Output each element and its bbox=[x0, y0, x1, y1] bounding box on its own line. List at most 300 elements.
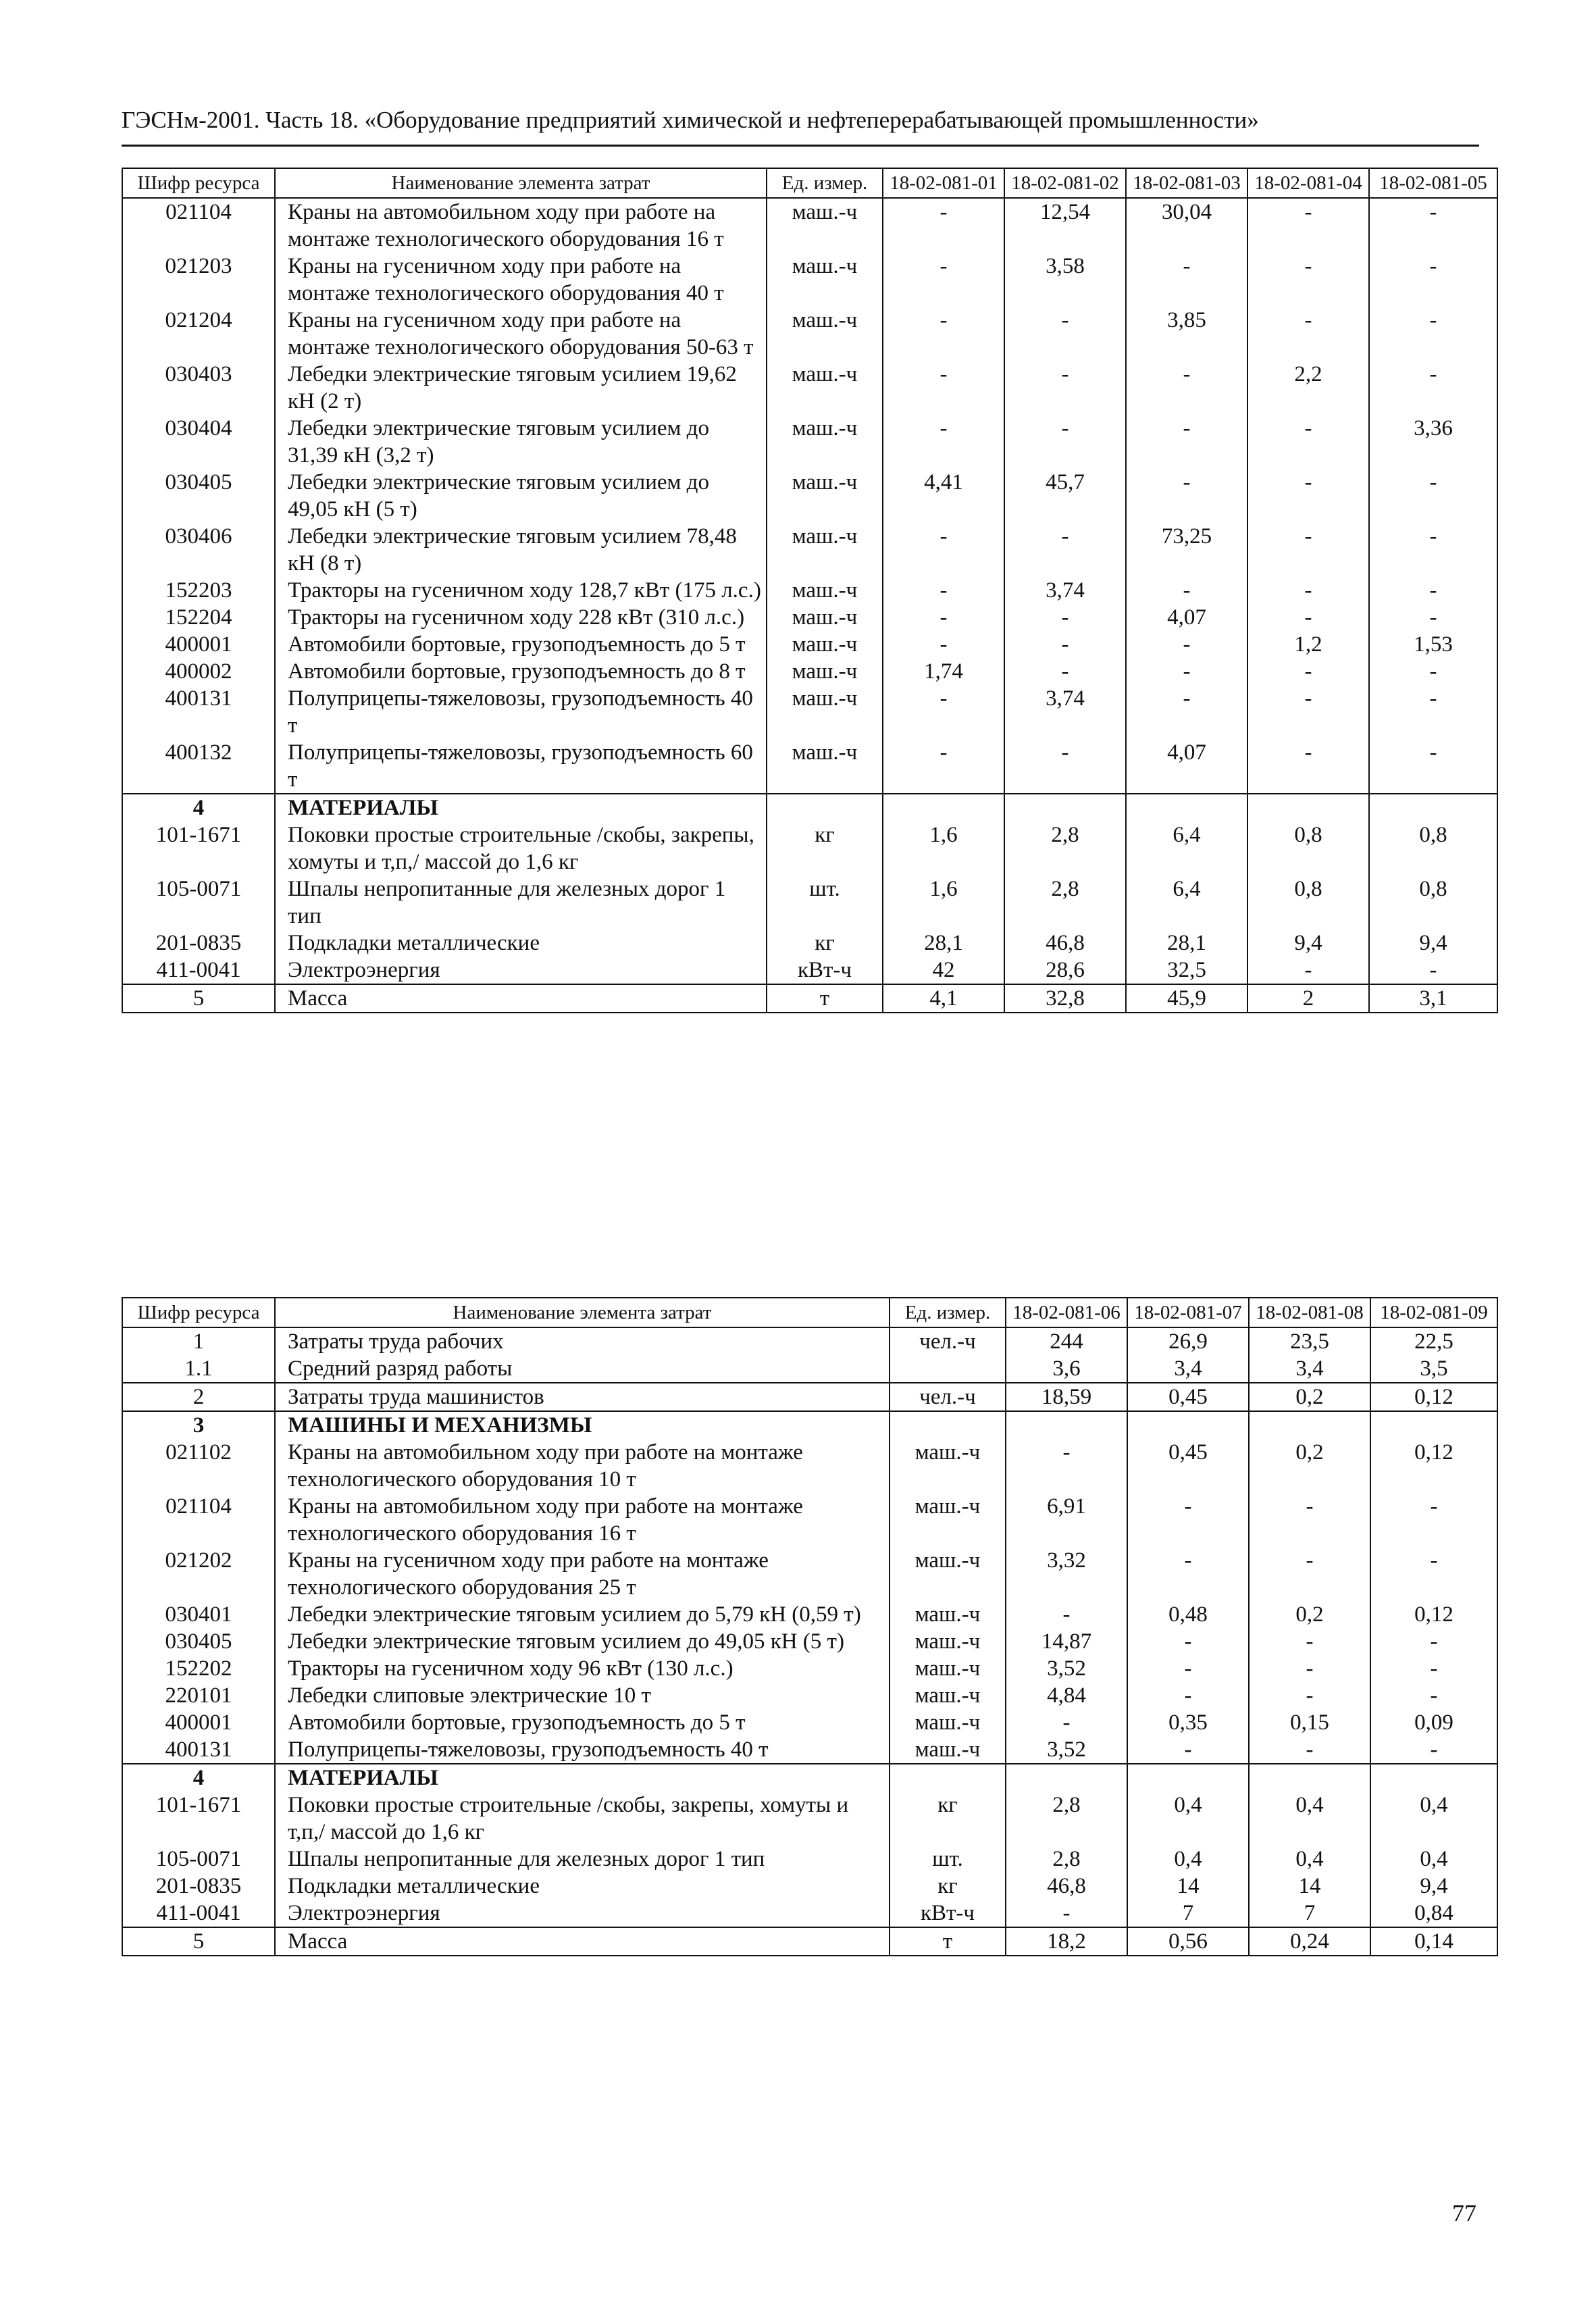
resource-value: - bbox=[1006, 1439, 1127, 1493]
resource-unit: маш.-ч bbox=[890, 1628, 1006, 1655]
resource-name: Полуприцепы-тяжеловозы, грузоподъемность 60 т bbox=[275, 739, 767, 794]
resource-code: 400001 bbox=[122, 1709, 275, 1736]
resource-value: - bbox=[1369, 685, 1497, 739]
resource-code: 021102 bbox=[122, 1439, 275, 1493]
resource-value bbox=[1249, 1411, 1370, 1439]
resource-code: 021202 bbox=[122, 1547, 275, 1601]
resource-value bbox=[1006, 1411, 1127, 1439]
table-row bbox=[122, 1355, 1497, 1383]
resource-value: - bbox=[1249, 1736, 1370, 1764]
resource-value: - bbox=[1370, 1655, 1497, 1682]
resource-unit: маш.-ч bbox=[767, 198, 883, 253]
resource-unit: маш.-ч bbox=[767, 361, 883, 415]
table-row bbox=[122, 1439, 1497, 1493]
resource-value: 46,8 bbox=[1004, 930, 1126, 957]
resource-unit: маш.-ч bbox=[890, 1547, 1006, 1601]
resource-name: Тракторы на гусеничном ходу 228 кВт (310 л.с.) bbox=[275, 604, 767, 631]
resource-unit: маш.-ч bbox=[767, 604, 883, 631]
resource-code: 152202 bbox=[122, 1655, 275, 1682]
table-row bbox=[122, 1873, 1497, 1900]
table-row bbox=[122, 1601, 1497, 1628]
resource-code: 030406 bbox=[122, 523, 275, 577]
resource-unit: шт. bbox=[890, 1846, 1006, 1873]
resource-name: Масса bbox=[275, 984, 767, 1013]
resource-code: 400002 bbox=[122, 658, 275, 685]
resource-unit: маш.-ч bbox=[767, 577, 883, 604]
resource-name: Краны на автомобильном ходу при работе на монтаже технологического оборудования 16 т bbox=[275, 1493, 890, 1547]
resource-value: 6,4 bbox=[1126, 875, 1247, 930]
col-head-c3: 18-02-081-03 bbox=[1126, 168, 1247, 198]
resource-code: 400132 bbox=[122, 739, 275, 794]
resource-value bbox=[1369, 794, 1497, 821]
resource-unit: маш.-ч bbox=[890, 1682, 1006, 1709]
col-head-name: Наименование элемента затрат bbox=[275, 168, 767, 198]
resource-value: 3,32 bbox=[1006, 1547, 1127, 1601]
resource-code: 3 bbox=[122, 1411, 275, 1439]
resource-value bbox=[1249, 1764, 1370, 1791]
resource-value: 0,4 bbox=[1249, 1791, 1370, 1846]
resource-value: 3,4 bbox=[1127, 1355, 1249, 1383]
resource-value: 7 bbox=[1249, 1900, 1370, 1927]
resource-value: 3,5 bbox=[1370, 1355, 1497, 1383]
resource-value: - bbox=[883, 307, 1004, 361]
resource-value: 3,52 bbox=[1006, 1736, 1127, 1764]
table-row bbox=[122, 658, 1497, 685]
resource-value: - bbox=[1004, 631, 1126, 658]
resource-value: 0,2 bbox=[1249, 1439, 1370, 1493]
resource-unit: маш.-ч bbox=[890, 1655, 1006, 1682]
table-row bbox=[122, 794, 1497, 821]
resource-code: 030405 bbox=[122, 1628, 275, 1655]
resource-value: - bbox=[883, 361, 1004, 415]
resource-unit: кг bbox=[767, 930, 883, 957]
resource-value: - bbox=[1369, 658, 1497, 685]
resource-value: - bbox=[883, 685, 1004, 739]
resource-value: - bbox=[1126, 577, 1247, 604]
resource-value bbox=[1127, 1764, 1249, 1791]
resource-unit: кВт-ч bbox=[890, 1900, 1006, 1927]
resource-value: 1,53 bbox=[1369, 631, 1497, 658]
col-head-code: Шифр ресурса bbox=[122, 1298, 275, 1327]
resource-name: Масса bbox=[275, 1927, 890, 1956]
resource-value: 12,54 bbox=[1004, 198, 1126, 253]
resource-name: МАШИНЫ И МЕХАНИЗМЫ bbox=[275, 1411, 890, 1439]
resource-code: 411-0041 bbox=[122, 1900, 275, 1927]
resource-unit: маш.-ч bbox=[890, 1709, 1006, 1736]
resource-value: 22,5 bbox=[1370, 1327, 1497, 1355]
resource-value: - bbox=[1247, 253, 1369, 307]
resource-value: - bbox=[1247, 658, 1369, 685]
resource-name: Автомобили бортовые, грузоподъемность до 5 т bbox=[275, 1709, 890, 1736]
resource-unit: чел.-ч bbox=[890, 1383, 1006, 1411]
resource-value: - bbox=[1126, 415, 1247, 469]
resource-value: - bbox=[1247, 685, 1369, 739]
resource-value: - bbox=[1247, 415, 1369, 469]
resource-value: 0,09 bbox=[1370, 1709, 1497, 1736]
resource-value: 0,56 bbox=[1127, 1927, 1249, 1956]
col-head-c3: 18-02-081-08 bbox=[1249, 1298, 1370, 1327]
resource-value: 0,8 bbox=[1369, 875, 1497, 930]
resource-value: 0,14 bbox=[1370, 1927, 1497, 1956]
resource-name: Полуприцепы-тяжеловозы, грузоподъемность 40 т bbox=[275, 1736, 890, 1764]
table-row bbox=[122, 1927, 1497, 1956]
resource-unit bbox=[890, 1355, 1006, 1383]
resource-value: 4,84 bbox=[1006, 1682, 1127, 1709]
col-head-unit: Ед. измер. bbox=[767, 168, 883, 198]
resource-name: Автомобили бортовые, грузоподъемность до 5 т bbox=[275, 631, 767, 658]
resource-name: Шпалы непропитанные для железных дорог 1 тип bbox=[275, 1846, 890, 1873]
resource-code: 5 bbox=[122, 984, 275, 1013]
resource-value: 0,4 bbox=[1370, 1791, 1497, 1846]
resource-code: 220101 bbox=[122, 1682, 275, 1709]
resource-value: 0,15 bbox=[1249, 1709, 1370, 1736]
resource-value: 2,8 bbox=[1006, 1846, 1127, 1873]
table-row bbox=[122, 1682, 1497, 1709]
resource-value: - bbox=[1006, 1601, 1127, 1628]
table-row bbox=[122, 361, 1497, 415]
resource-value: 18,59 bbox=[1006, 1383, 1127, 1411]
resource-unit: маш.-ч bbox=[767, 469, 883, 523]
resource-value: - bbox=[1127, 1628, 1249, 1655]
col-head-code: Шифр ресурса bbox=[122, 168, 275, 198]
resource-value bbox=[1370, 1764, 1497, 1791]
page-number: 77 bbox=[1452, 2200, 1476, 2227]
resource-code: 105-0071 bbox=[122, 1846, 275, 1873]
resource-value bbox=[1127, 1411, 1249, 1439]
resource-value: - bbox=[1370, 1682, 1497, 1709]
resource-name: Краны на гусеничном ходу при работе на монтаже технологического оборудования 40 т bbox=[275, 253, 767, 307]
resource-value: 1,6 bbox=[883, 821, 1004, 875]
resource-code: 4 bbox=[122, 1764, 275, 1791]
resource-value: 1,6 bbox=[883, 875, 1004, 930]
table-row bbox=[122, 1900, 1497, 1927]
resource-value: - bbox=[1247, 577, 1369, 604]
resource-unit: маш.-ч bbox=[767, 685, 883, 739]
resource-value: 9,4 bbox=[1370, 1873, 1497, 1900]
resource-value: - bbox=[1004, 307, 1126, 361]
resource-value: - bbox=[883, 577, 1004, 604]
resource-value: 0,45 bbox=[1127, 1383, 1249, 1411]
resource-value: 28,6 bbox=[1004, 957, 1126, 984]
resource-code: 1 bbox=[122, 1327, 275, 1355]
table-row bbox=[122, 1327, 1497, 1355]
table-header-row bbox=[122, 1298, 1497, 1327]
resource-value: 9,4 bbox=[1247, 930, 1369, 957]
resource-value: 3,36 bbox=[1369, 415, 1497, 469]
resource-value: - bbox=[1004, 739, 1126, 794]
resource-code: 030401 bbox=[122, 1601, 275, 1628]
resource-value: 2,8 bbox=[1006, 1791, 1127, 1846]
resource-value: - bbox=[1369, 361, 1497, 415]
resource-code: 021104 bbox=[122, 198, 275, 253]
resource-code: 400001 bbox=[122, 631, 275, 658]
resource-name: МАТЕРИАЛЫ bbox=[275, 794, 767, 821]
resource-code: 030403 bbox=[122, 361, 275, 415]
resource-code: 400131 bbox=[122, 1736, 275, 1764]
table-row bbox=[122, 930, 1497, 957]
resource-value: - bbox=[1369, 957, 1497, 984]
resource-value: - bbox=[1127, 1493, 1249, 1547]
resource-value: - bbox=[1127, 1736, 1249, 1764]
resource-unit: маш.-ч bbox=[767, 253, 883, 307]
resource-value: - bbox=[883, 198, 1004, 253]
col-head-c1: 18-02-081-06 bbox=[1006, 1298, 1127, 1327]
resource-value: - bbox=[883, 604, 1004, 631]
table-row bbox=[122, 577, 1497, 604]
resource-code: 105-0071 bbox=[122, 875, 275, 930]
resource-value: 46,8 bbox=[1006, 1873, 1127, 1900]
resource-name: Краны на гусеничном ходу при работе на монтаже технологического оборудования 50-63 т bbox=[275, 307, 767, 361]
resource-value: - bbox=[1006, 1900, 1127, 1927]
page-header: ГЭСНм-2001. Часть 18. «Оборудование предприятий химической и нефтеперерабатывающей промышленности» bbox=[122, 107, 1259, 133]
resource-unit: кг bbox=[767, 821, 883, 875]
resource-code: 021204 bbox=[122, 307, 275, 361]
resource-value: - bbox=[1370, 1493, 1497, 1547]
table-row bbox=[122, 1411, 1497, 1439]
resource-value: 7 bbox=[1127, 1900, 1249, 1927]
resource-value: - bbox=[1369, 523, 1497, 577]
table-row bbox=[122, 875, 1497, 930]
table-row bbox=[122, 1736, 1497, 1764]
resource-value: 14 bbox=[1127, 1873, 1249, 1900]
table-body bbox=[122, 1327, 1497, 1956]
resource-value: 0,84 bbox=[1370, 1900, 1497, 1927]
resource-value: - bbox=[1127, 1655, 1249, 1682]
resource-code: 021104 bbox=[122, 1493, 275, 1547]
resource-value: 0,45 bbox=[1127, 1439, 1249, 1493]
resource-value: - bbox=[1126, 253, 1247, 307]
header-rule bbox=[122, 145, 1479, 147]
resource-value: 18,2 bbox=[1006, 1927, 1127, 1956]
resource-value bbox=[1247, 794, 1369, 821]
resource-value: 6,4 bbox=[1126, 821, 1247, 875]
resource-value: - bbox=[1247, 307, 1369, 361]
resource-value: - bbox=[1369, 469, 1497, 523]
resource-value: - bbox=[1369, 577, 1497, 604]
table-row bbox=[122, 957, 1497, 984]
resource-value: 3,85 bbox=[1126, 307, 1247, 361]
table-row bbox=[122, 415, 1497, 469]
resource-name: Электроэнергия bbox=[275, 957, 767, 984]
resource-name: Тракторы на гусеничном ходу 128,7 кВт (175 л.с.) bbox=[275, 577, 767, 604]
resource-unit: маш.-ч bbox=[767, 739, 883, 794]
table-row bbox=[122, 1791, 1497, 1846]
resource-name: Полуприцепы-тяжеловозы, грузоподъемность 40 т bbox=[275, 685, 767, 739]
resource-unit bbox=[890, 1764, 1006, 1791]
resource-unit: маш.-ч bbox=[767, 523, 883, 577]
resource-name: Электроэнергия bbox=[275, 1900, 890, 1927]
resource-value: 0,48 bbox=[1127, 1601, 1249, 1628]
resource-value: 30,04 bbox=[1126, 198, 1247, 253]
resource-table-2 bbox=[122, 1297, 1498, 1956]
table-row bbox=[122, 1655, 1497, 1682]
resource-value: - bbox=[1247, 604, 1369, 631]
resource-value: - bbox=[1370, 1547, 1497, 1601]
resource-value: 0,4 bbox=[1127, 1791, 1249, 1846]
table-row bbox=[122, 198, 1497, 253]
table-row bbox=[122, 1764, 1497, 1791]
resource-value: 3,52 bbox=[1006, 1655, 1127, 1682]
table-row bbox=[122, 821, 1497, 875]
table-row bbox=[122, 307, 1497, 361]
resource-code: 101-1671 bbox=[122, 1791, 275, 1846]
resource-name: Подкладки металлические bbox=[275, 1873, 890, 1900]
resource-value: - bbox=[1004, 415, 1126, 469]
resource-value: - bbox=[1370, 1628, 1497, 1655]
resource-unit bbox=[767, 794, 883, 821]
table-row bbox=[122, 523, 1497, 577]
col-head-c4: 18-02-081-09 bbox=[1370, 1298, 1497, 1327]
resource-table-1 bbox=[122, 168, 1498, 1013]
resource-value: - bbox=[883, 523, 1004, 577]
resource-value: - bbox=[1249, 1655, 1370, 1682]
resource-value: 23,5 bbox=[1249, 1327, 1370, 1355]
table-row bbox=[122, 1628, 1497, 1655]
resource-value: 2,8 bbox=[1004, 875, 1126, 930]
resource-value: - bbox=[1369, 739, 1497, 794]
resource-unit bbox=[890, 1411, 1006, 1439]
resource-value: - bbox=[1249, 1628, 1370, 1655]
resource-name: Автомобили бортовые, грузоподъемность до 8 т bbox=[275, 658, 767, 685]
col-head-c4: 18-02-081-04 bbox=[1247, 168, 1369, 198]
resource-name: Поковки простые строительные /скобы, закрепы, хомуты и т,п,/ массой до 1,6 кг bbox=[275, 1791, 890, 1846]
resource-value bbox=[1370, 1411, 1497, 1439]
resource-value: - bbox=[1369, 604, 1497, 631]
resource-value: 28,1 bbox=[1126, 930, 1247, 957]
resource-code: 1.1 bbox=[122, 1355, 275, 1383]
resource-value: 42 bbox=[883, 957, 1004, 984]
resource-name: Лебедки слиповые электрические 10 т bbox=[275, 1682, 890, 1709]
resource-unit: кг bbox=[890, 1873, 1006, 1900]
resource-code: 4 bbox=[122, 794, 275, 821]
table-row bbox=[122, 253, 1497, 307]
resource-name: Лебедки электрические тяговым усилием до 31,39 кН (3,2 т) bbox=[275, 415, 767, 469]
resource-unit: маш.-ч bbox=[890, 1439, 1006, 1493]
resource-value: - bbox=[1247, 739, 1369, 794]
table-row bbox=[122, 1709, 1497, 1736]
resource-value: 14,87 bbox=[1006, 1628, 1127, 1655]
resource-name: Краны на автомобильном ходу при работе на монтаже технологического оборудования 16 т bbox=[275, 198, 767, 253]
resource-value: 0,8 bbox=[1369, 821, 1497, 875]
resource-value: - bbox=[1370, 1736, 1497, 1764]
resource-value: 0,4 bbox=[1370, 1846, 1497, 1873]
resource-unit: маш.-ч bbox=[890, 1493, 1006, 1547]
table-row bbox=[122, 631, 1497, 658]
col-head-c2: 18-02-081-07 bbox=[1127, 1298, 1249, 1327]
resource-value: 0,8 bbox=[1247, 821, 1369, 875]
resource-name: Краны на гусеничном ходу при работе на монтаже технологического оборудования 25 т bbox=[275, 1547, 890, 1601]
resource-value: 26,9 bbox=[1127, 1327, 1249, 1355]
resource-code: 411-0041 bbox=[122, 957, 275, 984]
table-row bbox=[122, 1383, 1497, 1411]
resource-value bbox=[883, 794, 1004, 821]
table-row bbox=[122, 1846, 1497, 1873]
resource-unit: маш.-ч bbox=[767, 307, 883, 361]
resource-value: - bbox=[1126, 658, 1247, 685]
resource-value: - bbox=[883, 739, 1004, 794]
resource-value: 0,8 bbox=[1247, 875, 1369, 930]
resource-code: 400131 bbox=[122, 685, 275, 739]
resource-code: 201-0835 bbox=[122, 930, 275, 957]
resource-value: - bbox=[1249, 1547, 1370, 1601]
resource-name: Поковки простые строительные /скобы, закрепы, хомуты и т,п,/ массой до 1,6 кг bbox=[275, 821, 767, 875]
resource-unit: кВт-ч bbox=[767, 957, 883, 984]
resource-value: - bbox=[1369, 307, 1497, 361]
resource-value: 4,41 bbox=[883, 469, 1004, 523]
resource-value: - bbox=[1369, 253, 1497, 307]
resource-unit: маш.-ч bbox=[890, 1601, 1006, 1628]
resource-unit: шт. bbox=[767, 875, 883, 930]
resource-value: - bbox=[1006, 1709, 1127, 1736]
resource-unit: т bbox=[767, 984, 883, 1013]
resource-value: 0,24 bbox=[1249, 1927, 1370, 1956]
resource-name: Лебедки электрические тяговым усилием до 49,05 кН (5 т) bbox=[275, 1628, 890, 1655]
resource-value: 28,1 bbox=[883, 930, 1004, 957]
resource-name: Лебедки электрические тяговым усилием до 49,05 кН (5 т) bbox=[275, 469, 767, 523]
resource-value: 0,12 bbox=[1370, 1601, 1497, 1628]
resource-value bbox=[1126, 794, 1247, 821]
resource-code: 152204 bbox=[122, 604, 275, 631]
resource-value: 3,1 bbox=[1369, 984, 1497, 1013]
resource-value: - bbox=[1247, 469, 1369, 523]
resource-value: 4,07 bbox=[1126, 604, 1247, 631]
table-row bbox=[122, 739, 1497, 794]
resource-unit: чел.-ч bbox=[890, 1327, 1006, 1355]
resource-value bbox=[1004, 794, 1126, 821]
resource-value: - bbox=[883, 415, 1004, 469]
resource-name: МАТЕРИАЛЫ bbox=[275, 1764, 890, 1791]
resource-name: Затраты труда машинистов bbox=[275, 1383, 890, 1411]
col-head-name: Наименование элемента затрат bbox=[275, 1298, 890, 1327]
resource-value: 3,74 bbox=[1004, 685, 1126, 739]
resource-value: 3,74 bbox=[1004, 577, 1126, 604]
resource-unit: т bbox=[890, 1927, 1006, 1956]
resource-value: 0,12 bbox=[1370, 1439, 1497, 1493]
resource-value: - bbox=[1249, 1493, 1370, 1547]
resource-value: 0,4 bbox=[1249, 1846, 1370, 1873]
resource-value: - bbox=[1004, 361, 1126, 415]
resource-value: - bbox=[883, 631, 1004, 658]
resource-name: Тракторы на гусеничном ходу 96 кВт (130 л.с.) bbox=[275, 1655, 890, 1682]
resource-value: 4,07 bbox=[1126, 739, 1247, 794]
resource-value: 32,8 bbox=[1004, 984, 1126, 1013]
resource-name: Лебедки электрические тяговым усилием до 5,79 кН (0,59 т) bbox=[275, 1601, 890, 1628]
col-head-c1: 18-02-081-01 bbox=[883, 168, 1004, 198]
resource-value: 9,4 bbox=[1369, 930, 1497, 957]
resource-value: 0,2 bbox=[1249, 1601, 1370, 1628]
resource-unit: маш.-ч bbox=[767, 658, 883, 685]
col-head-c5: 18-02-081-05 bbox=[1369, 168, 1497, 198]
resource-value: 0,35 bbox=[1127, 1709, 1249, 1736]
resource-name: Средний разряд работы bbox=[275, 1355, 890, 1383]
resource-value: 3,4 bbox=[1249, 1355, 1370, 1383]
resource-value: 4,1 bbox=[883, 984, 1004, 1013]
table-row bbox=[122, 984, 1497, 1013]
resource-code: 152203 bbox=[122, 577, 275, 604]
resource-value: 6,91 bbox=[1006, 1493, 1127, 1547]
table-row bbox=[122, 1547, 1497, 1601]
resource-value: 14 bbox=[1249, 1873, 1370, 1900]
resource-value: - bbox=[1247, 198, 1369, 253]
resource-value: 1,74 bbox=[883, 658, 1004, 685]
resource-value: 2,8 bbox=[1004, 821, 1126, 875]
resource-value: 2,2 bbox=[1247, 361, 1369, 415]
table-row bbox=[122, 469, 1497, 523]
resource-unit: маш.-ч bbox=[767, 415, 883, 469]
col-head-unit: Ед. измер. bbox=[890, 1298, 1006, 1327]
resource-value: 3,6 bbox=[1006, 1355, 1127, 1383]
resource-code: 5 bbox=[122, 1927, 275, 1956]
